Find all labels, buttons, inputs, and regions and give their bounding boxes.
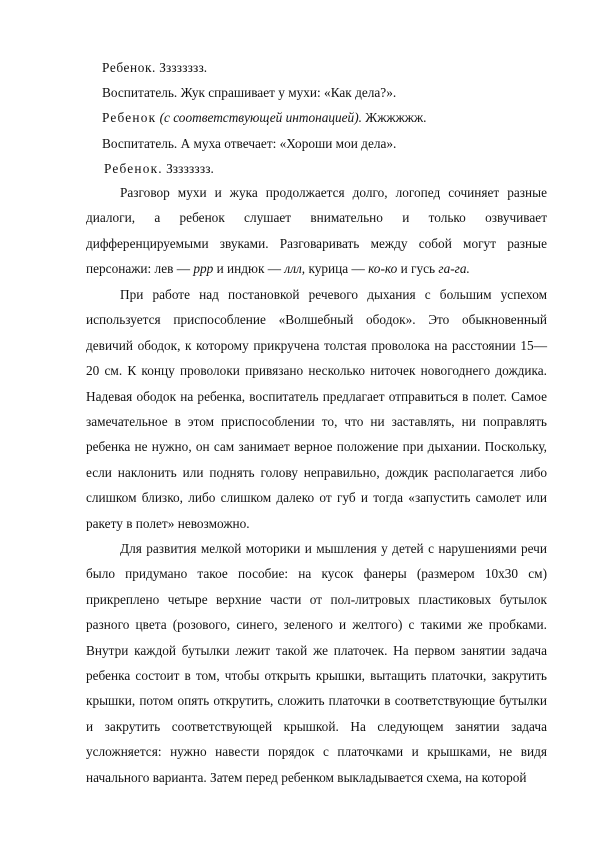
speaker: Воспитатель. xyxy=(102,85,178,100)
speaker: Ребенок xyxy=(102,110,157,125)
stage-direction: (с соответствующей интонацией). xyxy=(159,110,362,125)
paragraph-dialogues: Разговор мухи и жука продолжается долго, логопед сочиняет разные диалоги, а ребенок слушает внимательно и только озвучивает дифференцируемыми звуками. Разговаривать между собой могут разные персонажи: лев — ррр и индюк — ллл, курица — ко-ко и гусь га-га. xyxy=(86,185,547,277)
hen-sound: ко-ко xyxy=(368,261,398,277)
speaker: Ребенок. xyxy=(104,161,163,176)
dialogue-line-1 xyxy=(102,60,207,76)
turkey-sound: ллл, xyxy=(284,261,306,277)
paragraph-magic-headband: При работе над постановкой речевого дыхания с большим успехом используется приспособление «Волшебный ободок». Это обыкновенный девичий ободок, к которому прикручена толстая проволока на расстоянии 15—20 см. К концу проволоки привязано несколько ниточек новогоднего дождика. Надевая ободок на ребенка, воспитатель предлагает отправиться в полет. Самое замечательное в этом приспособлении то, что ни заставлять, ни поправлять ребенка не нужно, он сам занимает верное положение при дыхании. Поскольку, если наклонить или поднять голову неправильно, дождик располагается либо слишком близко, либо слишком далеко от губ и тогда «запустить самолет или ракету в полет» невозможно. xyxy=(86,287,547,531)
dialogue-line-2 xyxy=(102,85,396,101)
line-text: Жук спрашивает у мухи: «Как дела?». xyxy=(180,85,397,100)
line-text: Жжжжжж. xyxy=(365,110,427,125)
goose-sound: га-га. xyxy=(438,261,470,277)
speaker: Воспитатель. xyxy=(102,136,178,151)
line-text: Зззззззз. xyxy=(159,60,208,75)
speaker: Ребенок. xyxy=(102,60,156,75)
paragraph-fine-motor: Для развития мелкой моторики и мышления у детей с нарушениями речи было придумано такое пособие: на кусок фанеры (размером 10х30 см) прикреплено четыре верхние части от пол-литровых пластиковых бутылок разного цвета (розового, синего, зеленого и желтого) с такими же пробками. Внутри каждой бутылки лежит такой же платочек. На первом занятии задача ребенка состоит в том, чтобы открыть крышки, вытащить платочки, закрутить крышки, потом опять открутить, сложить платочки в соответствующие бутылки и закрутить соответствующей крышкой. На следующем занятии задача усложняется: нужно навести порядок с платочками и крышками, не видя начального варианта. Затем перед ребенком выкладывается схема, на которой xyxy=(86,541,547,785)
line-text: Зззззззз. xyxy=(166,161,214,176)
dialogue-line-5 xyxy=(104,161,214,177)
dialogue-line-4 xyxy=(102,136,396,152)
line-text: А муха отвечает: «Хороши мои дела». xyxy=(180,136,397,151)
lion-sound: ррр xyxy=(193,261,214,277)
dialogue-line-3 xyxy=(102,110,426,126)
